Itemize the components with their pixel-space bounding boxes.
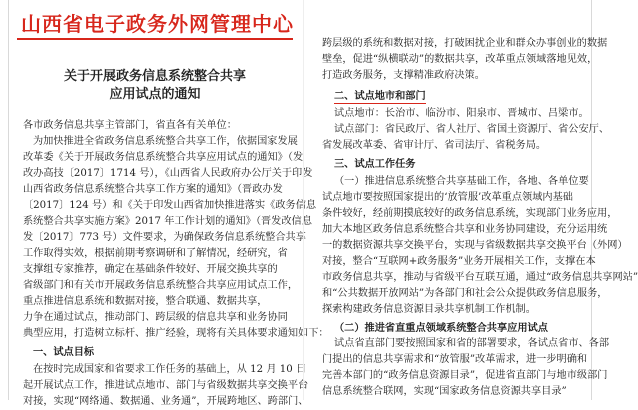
right-line: 壁垒，促进“纵横联动”的数据共享，改革重点领域落地见效， <box>322 54 598 65</box>
left-line: 在按时完成国家和省要求工作任务的基础上，从 12 月 10 日 <box>33 364 307 375</box>
left-line: 山西省政务信息系统整合共享工作方案的通知》（晋政办发 <box>23 184 283 195</box>
right-line: 探索构建政务信息资源目录共享机制工作机制。 <box>322 304 536 315</box>
left-line: 起开展试点工作，推进试点地市、部门与省级数据共享交换平台 <box>23 380 309 391</box>
doc-title <box>9 68 301 104</box>
underlined-heading: 二、试点地市和部门 <box>334 90 426 102</box>
left-line: 重点推进信息系统和数据对接，整合联通、数据共享， <box>23 296 268 307</box>
right-line: 对接，整合“互联网+政务服务”业务开展相关工作，支撑在本 <box>322 256 596 267</box>
section-heading-goals: 一、试点目标 <box>33 346 95 358</box>
org-title: 山西省电子政务外网管理中心 <box>21 12 294 36</box>
left-line: 改办高技〔2017〕1714 号），《山西省人民政府办公厅关于印发 <box>23 168 313 179</box>
doc-title-line-2: 应用试点的通知 <box>109 87 201 102</box>
left-line: 〔2017〕124 号）和《关于印发山西省加快推进落实《政务信息 <box>23 200 317 211</box>
right-line: 试点地市要按照国家提出的‘放管服’改革重点领域内基础 <box>322 192 573 203</box>
right-line: 和“公共数据开放网站”为各部门和社会公众提供政务信息服务， <box>322 288 608 299</box>
right-page <box>303 0 638 400</box>
right-line: 完善本部门的“政务信息资源目录”，促进省直部门与地市级部门 <box>322 370 608 381</box>
doc-title-line-1: 关于开展政务信息系统整合共享 <box>63 69 246 84</box>
right-line: 市政务信息共享，推动与省级平台互联互通，通过“政务信息共享网站” <box>322 272 638 283</box>
right-line: （一）推进信息系统整合共享基础工作，各地、各单位要 <box>334 176 589 187</box>
right-line: 条件较好，经前期摸底较好的政务信息系统，实现部门业务应用， <box>322 208 618 219</box>
left-line: 系统整合共享实施方案》2017 年工作计划的通知》（晋发改信息 <box>23 216 312 227</box>
left-line: 对接，实现“网络通、数据通、业务通”，开展跨地区、跨部门、 <box>23 396 309 407</box>
document-page <box>8 0 638 407</box>
red-divider <box>17 38 293 40</box>
right-line: 门提出的信息共享需求和“放管服”改革需求，进一步明确和 <box>322 354 588 365</box>
right-line: 信息系统整合联网，实现“国家政务信息资源共享目录” <box>322 386 567 397</box>
left-line: 典型应用，打造树立标杆、推广经验，现将有关具体要求通知如下： <box>23 328 329 339</box>
right-line-cities: 试点地市：长治市、临汾市、阳泉市、晋城市、吕梁市。 <box>334 108 589 119</box>
right-line: 加大本地区政务信息系统整合共享和业务协同建设，充分运用统 <box>322 224 608 235</box>
left-line: 各市政务信息共享主管部门，省直各有关单位： <box>23 120 237 131</box>
left-page <box>9 0 329 407</box>
section-heading-tasks: 三、试点工作任务 <box>334 158 416 170</box>
section-heading-cities <box>334 88 596 104</box>
right-line: 跨层级的系统和数据对接，打破困扰企业和群众办事创业的数据 <box>322 38 608 49</box>
right-line: 打造政务服务，支撑精准政府决策。 <box>322 70 485 81</box>
left-line: 发〔2017〕773 号）文件要求，为确保政务信息系统整合共享 <box>23 232 306 243</box>
left-line: 力争在通过试点，推动部门、跨层级的信息共享和业务协同 <box>23 312 288 323</box>
left-line: 省级部门和有关市开展政务信息系统整合共享应用试点工作， <box>23 280 299 291</box>
left-line: 改革委《关于开展政务信息系统整合共享应用试点的通知》（发 <box>23 152 304 163</box>
right-line: 省发展改革委、省审计厅、省司法厅、省税务局。 <box>322 140 547 151</box>
right-line-departments: 试点部门：省民政厅、省人社厅、省国土资源厅、省公安厅、 <box>334 124 610 135</box>
left-line: 为加快推进全省政务信息系统整合共享工作，依据国家发展 <box>33 136 298 147</box>
left-line: 工作取得实效，根据前期考察调研和了解情况，经研究，省 <box>23 248 288 259</box>
subsection-heading: （二）推进省直重点领域系统整合共享应用试点 <box>334 322 548 334</box>
right-line: 试点省直部门要按照国家和省的部署要求，各试点省市、各部 <box>334 338 610 349</box>
right-line: 一的数据资源共享交换平台，实现与省级数据共享交换平台（外网） <box>322 240 628 251</box>
left-line: 支撑组专家推荐，确定在基础条件较好、开展交换共享的 <box>23 264 278 275</box>
